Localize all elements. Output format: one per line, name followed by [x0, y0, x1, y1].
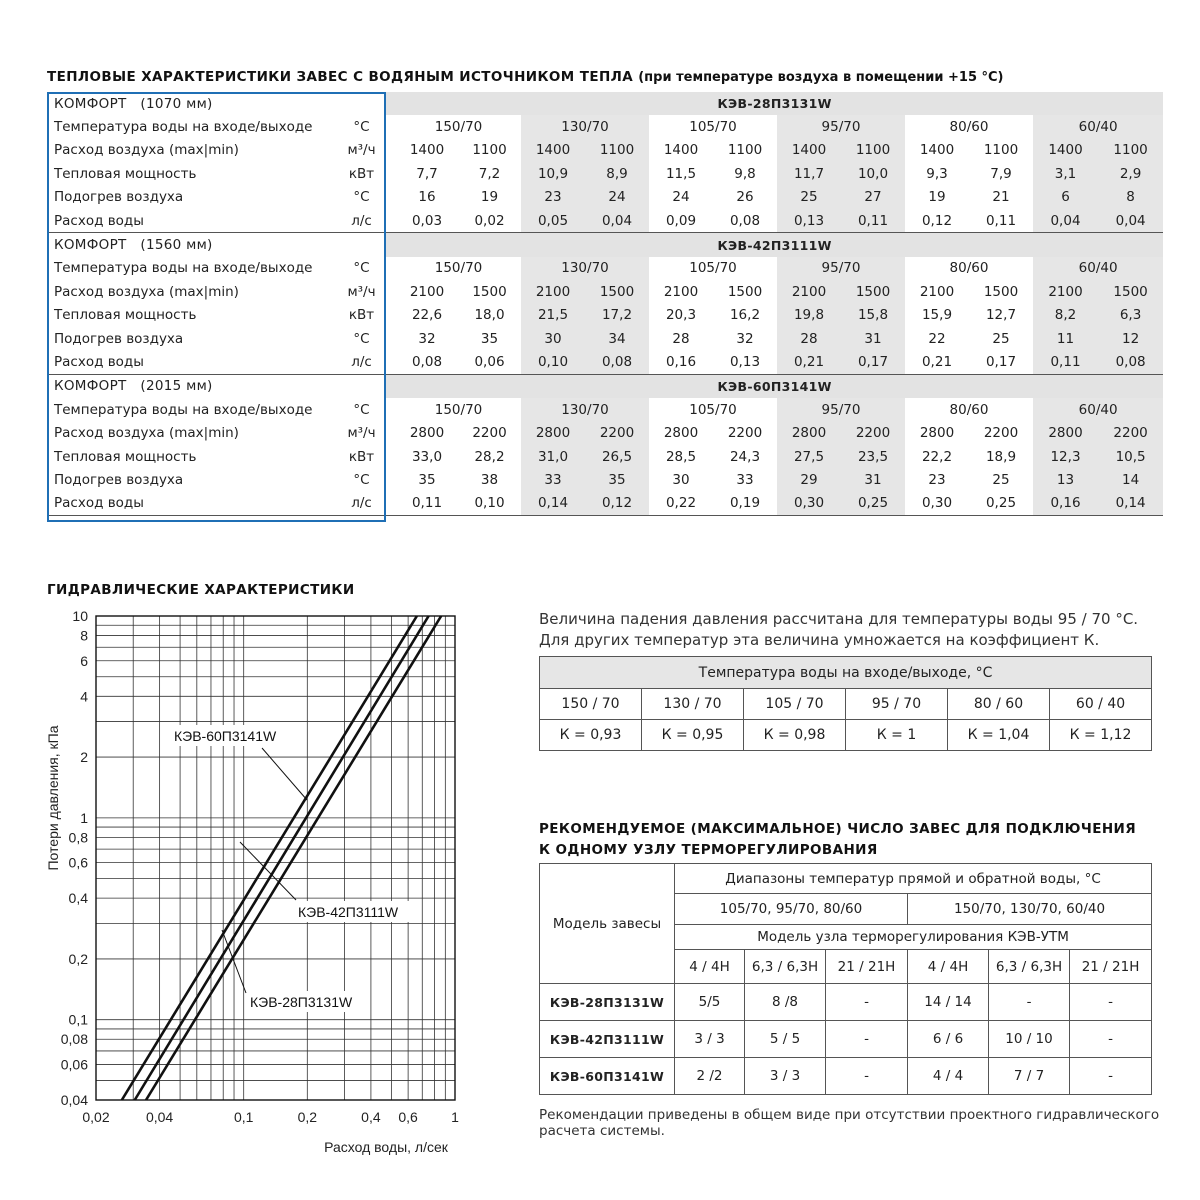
- air-cell: 2800: [663, 425, 699, 442]
- node-model-cell: 21 / 21Н: [826, 950, 908, 984]
- temp-cell: 60/40: [1033, 398, 1163, 421]
- series-label: КЭВ-28П3131W: [250, 994, 353, 1010]
- heat-cell: 19: [480, 189, 499, 206]
- row-unit: м³/ч: [347, 283, 376, 300]
- air-cell: 2100: [521, 280, 585, 303]
- k-temp-cell: 60 / 40: [1050, 689, 1152, 720]
- comfort-length: (1560 мм): [140, 237, 213, 254]
- heat-cell: 24: [672, 189, 690, 206]
- heat-cell: 6: [1033, 186, 1098, 209]
- water-cell: 0,11: [396, 492, 458, 516]
- y-tick-label: 0,6: [68, 854, 88, 871]
- temp-cell: 80/60: [949, 401, 989, 418]
- water-cell: 0,22: [649, 492, 713, 516]
- node-model-cell: 6,3 / 6,3Н: [989, 950, 1070, 984]
- row-label: Тепловая мощность: [54, 448, 197, 465]
- water-cell: 0,16: [1033, 492, 1098, 516]
- water-cell: 0,17: [841, 350, 905, 374]
- k-value-cell: К = 1,12: [1050, 720, 1152, 751]
- row-label: Расход воздуха (max|min): [54, 142, 239, 159]
- power-cell: 12,3: [1033, 445, 1098, 468]
- heat-cell: 35: [480, 330, 499, 347]
- row-label: Тепловая мощность: [54, 165, 197, 182]
- heat-cell: 12: [1098, 327, 1163, 350]
- heat-cell: 23: [521, 186, 585, 209]
- heat-cell: 28: [777, 327, 841, 350]
- air-cell: 2800: [1033, 421, 1098, 444]
- power-cell: 10,0: [841, 162, 905, 185]
- heat-cell: 8: [1098, 186, 1163, 209]
- row-label: Температура воды на входе/выходе: [54, 401, 313, 418]
- water-cell: 0,06: [458, 350, 521, 374]
- temp-cell: 80/60: [949, 119, 989, 136]
- y-tick-label: 6: [80, 652, 88, 669]
- air-cell: 2200: [1098, 421, 1163, 444]
- recommendation-title-line-1: РЕКОМЕНДУЕМОЕ (МАКСИМАЛЬНОЕ) ЧИСЛО ЗАВЕС ДЛЯ ПОДКЛЮЧЕНИЯ: [539, 821, 1137, 837]
- temp-cell: 150/70: [434, 119, 483, 136]
- x-tick-label: 0,2: [297, 1109, 318, 1125]
- heat-cell: 26: [736, 189, 754, 206]
- power-cell: 3,1: [1033, 162, 1098, 185]
- rec-value-cell: 5 / 5: [745, 1021, 826, 1058]
- rec-value-cell: -: [1070, 1058, 1152, 1095]
- temp-cell: 130/70: [521, 257, 649, 280]
- heat-cell: 25: [992, 330, 1010, 347]
- air-cell: 1400: [409, 142, 445, 159]
- temp-cell: 150/70: [434, 260, 483, 277]
- temp-cell: 80/60: [949, 260, 989, 277]
- node-model-cell: 21 / 21Н: [1070, 950, 1152, 984]
- power-cell: 9,8: [734, 165, 756, 182]
- rec-value-cell: 8 /8: [745, 984, 826, 1021]
- water-cell: 0,13: [713, 350, 777, 374]
- water-cell: 0,10: [458, 492, 521, 516]
- temp-cell: 130/70: [521, 398, 649, 421]
- note-line-2: Для других температур эта величина умножается на коэффициент К.: [539, 631, 1100, 649]
- row-unit: л/с: [337, 350, 386, 374]
- air-cell: 2800: [409, 425, 445, 442]
- power-cell: 21,5: [521, 304, 585, 327]
- recommendation-table: [539, 863, 1152, 1095]
- heat-cell: 21: [992, 189, 1010, 206]
- heat-cell: 13: [1033, 468, 1098, 491]
- heat-cell: 27: [841, 186, 905, 209]
- water-cell: 0,14: [521, 492, 585, 516]
- power-cell: 7,9: [990, 165, 1012, 182]
- rec-value-cell: 5/5: [675, 984, 745, 1021]
- k-temp-cell: 80 / 60: [948, 689, 1050, 720]
- power-cell: 27,5: [777, 445, 841, 468]
- air-cell: 1400: [1033, 139, 1098, 162]
- water-cell: 0,10: [521, 350, 585, 374]
- heat-cell: 22: [928, 330, 946, 347]
- y-axis-label: Потери давления, кПа: [45, 725, 61, 871]
- power-cell: 12,7: [985, 307, 1017, 324]
- water-cell: 0,13: [777, 209, 841, 233]
- water-cell: 0,17: [969, 350, 1033, 374]
- water-cell: 0,25: [841, 492, 905, 516]
- water-cell: 0,30: [777, 492, 841, 516]
- row-label: Тепловая мощность: [54, 307, 197, 324]
- temp-cell: 105/70: [689, 119, 737, 136]
- row-label: Расход воды: [47, 209, 337, 233]
- row-unit: °С: [353, 119, 370, 136]
- water-cell: 0,12: [905, 209, 969, 233]
- air-cell: 1500: [472, 283, 507, 300]
- power-cell: 28,5: [665, 448, 697, 465]
- node-model-cell: 4 / 4Н: [908, 950, 989, 984]
- air-cell: 2800: [777, 421, 841, 444]
- series-label: КЭВ-60П3141W: [174, 728, 277, 744]
- air-cell: 1100: [983, 142, 1019, 159]
- heat-cell: 11: [1033, 327, 1098, 350]
- temp-cell: 130/70: [521, 115, 649, 138]
- temp-cell: 150/70: [434, 401, 483, 418]
- comfort-length: (2015 мм): [140, 378, 213, 395]
- y-tick-label: 8: [80, 627, 88, 644]
- series-line: [122, 616, 417, 1100]
- row-unit: м³/ч: [347, 425, 376, 442]
- y-tick-label: 10: [72, 608, 88, 624]
- air-cell: 2200: [841, 421, 905, 444]
- performance-table: [47, 92, 1163, 516]
- recommendation-title: [539, 819, 1136, 861]
- water-cell: 0,11: [1033, 350, 1098, 374]
- heat-cell: 25: [992, 471, 1010, 488]
- rec-value-cell: 2 /2: [675, 1058, 745, 1095]
- series-line: [135, 616, 429, 1100]
- y-tick-label: 1: [80, 809, 88, 826]
- air-cell: 2100: [663, 283, 699, 300]
- range-b: 150/70, 130/70, 60/40: [908, 894, 1152, 925]
- series-label: КЭВ-42П3111W: [298, 904, 399, 920]
- water-cell: 0,09: [649, 209, 713, 233]
- water-cell: 0,08: [585, 350, 649, 374]
- power-cell: 22,6: [411, 307, 443, 324]
- rec-model-cell: КЭВ-42П3111W: [540, 1021, 675, 1058]
- annotation-leader: [262, 748, 307, 800]
- heat-cell: 35: [585, 468, 649, 491]
- air-cell: 2200: [585, 421, 649, 444]
- air-cell: 1500: [1098, 280, 1163, 303]
- water-cell: 0,16: [649, 350, 713, 374]
- temp-cell: 95/70: [777, 115, 905, 138]
- y-tick-label: 4: [80, 688, 88, 705]
- power-cell: 20,3: [665, 307, 697, 324]
- rec-value-cell: 3 / 3: [675, 1021, 745, 1058]
- power-cell: 31,0: [521, 445, 585, 468]
- row-unit: л/с: [337, 492, 386, 516]
- heat-cell: 30: [521, 327, 585, 350]
- temp-cell: 105/70: [689, 401, 737, 418]
- y-tick-label: 0,04: [60, 1092, 88, 1108]
- recommendation-title-line-2: К ОДНОМУ УЗЛУ ТЕРМОРЕГУЛИРОВАНИЯ: [539, 842, 878, 858]
- air-cell: 1100: [472, 142, 507, 159]
- row-unit: м³/ч: [347, 142, 376, 159]
- rec-value-cell: 4 / 4: [908, 1058, 989, 1095]
- k-value-cell: К = 0,95: [642, 720, 744, 751]
- water-cell: 0,11: [969, 209, 1033, 233]
- plot-frame: [96, 616, 455, 1100]
- water-cell: 0,04: [585, 209, 649, 233]
- row-label: Расход воды: [47, 350, 337, 374]
- air-cell: 2100: [777, 280, 841, 303]
- k-value-cell: К = 0,98: [744, 720, 846, 751]
- comfort-label: [47, 92, 386, 115]
- series-line: [146, 616, 441, 1100]
- heat-cell: 28: [672, 330, 690, 347]
- k-table-header: Температура воды на входе/выходе, °С: [540, 657, 1152, 689]
- row-label: Расход воды: [47, 492, 337, 516]
- water-cell: 0,21: [905, 350, 969, 374]
- water-cell: 0,08: [1098, 350, 1163, 374]
- rec-value-cell: -: [1070, 984, 1152, 1021]
- x-tick-label: 1: [451, 1109, 459, 1125]
- heat-cell: 25: [777, 186, 841, 209]
- air-cell: 2200: [472, 425, 507, 442]
- model-name: КЭВ-60П3141W: [386, 374, 1163, 398]
- heat-cell: 29: [777, 468, 841, 491]
- row-label: Подогрев воздуха: [54, 189, 184, 206]
- k-temp-cell: 105 / 70: [744, 689, 846, 720]
- range-header: Диапазоны температур прямой и обратной воды, °С: [675, 864, 1152, 894]
- x-tick-label: 0,1: [233, 1109, 254, 1125]
- rec-value-cell: 10 / 10: [989, 1021, 1070, 1058]
- rec-value-cell: 14 / 14: [908, 984, 989, 1021]
- water-cell: 0,03: [396, 209, 458, 233]
- air-cell: 2200: [983, 425, 1019, 442]
- rec-value-cell: -: [826, 1021, 908, 1058]
- rec-model-cell: КЭВ-60П3141W: [540, 1058, 675, 1095]
- x-tick-label: 0,04: [145, 1109, 174, 1125]
- comfort-name: КОМФОРТ: [54, 237, 127, 254]
- heat-cell: 33: [736, 471, 754, 488]
- rec-value-cell: 3 / 3: [745, 1058, 826, 1095]
- air-cell: 1100: [841, 139, 905, 162]
- k-coefficient-table: [539, 656, 1152, 751]
- comfort-name: КОМФОРТ: [54, 378, 127, 395]
- water-cell: 0,12: [585, 492, 649, 516]
- water-cell: 0,08: [713, 209, 777, 233]
- rec-value-cell: -: [989, 984, 1070, 1021]
- air-cell: 2100: [1033, 280, 1098, 303]
- comfort-name: КОМФОРТ: [54, 95, 127, 112]
- y-tick-label: 0,1: [68, 1011, 88, 1028]
- rec-value-cell: -: [1070, 1021, 1152, 1058]
- air-cell: 1100: [1098, 139, 1163, 162]
- row-unit: °С: [353, 260, 370, 277]
- rec-model-cell: КЭВ-28П3131W: [540, 984, 675, 1021]
- x-tick-label: 0,6: [398, 1109, 418, 1125]
- temp-cell: 95/70: [777, 398, 905, 421]
- water-cell: 0,11: [841, 209, 905, 233]
- air-cell: 2800: [919, 425, 955, 442]
- pressure-note: [539, 609, 1138, 651]
- model-name: КЭВ-42П3111W: [386, 233, 1163, 257]
- row-label: Расход воздуха (max|min): [54, 283, 239, 300]
- model-name: КЭВ-28П3131W: [386, 92, 1163, 115]
- heat-cell: 19: [928, 189, 946, 206]
- y-tick-label: 0,8: [68, 829, 88, 846]
- comfort-label: [47, 233, 386, 257]
- range-a: 105/70, 95/70, 80/60: [675, 894, 908, 925]
- footnote-line-2: расчета системы.: [539, 1123, 665, 1139]
- comfort-length: (1070 мм): [140, 95, 213, 112]
- y-tick-label: 0,4: [68, 890, 88, 907]
- temp-cell: 60/40: [1033, 115, 1163, 138]
- x-tick-label: 0,4: [361, 1109, 381, 1125]
- power-cell: 17,2: [585, 304, 649, 327]
- power-cell: 6,3: [1098, 304, 1163, 327]
- water-cell: 0,08: [396, 350, 458, 374]
- x-tick-label: 0,02: [82, 1109, 110, 1125]
- air-cell: 2100: [409, 283, 445, 300]
- heat-cell: 23: [928, 471, 946, 488]
- node-header: Модель узла терморегулирования КЭВ-УТМ: [675, 925, 1152, 950]
- water-cell: 0,04: [1033, 209, 1098, 233]
- power-cell: 15,9: [921, 307, 953, 324]
- air-cell: 1400: [919, 142, 955, 159]
- row-unit: °С: [353, 401, 370, 418]
- rec-value-cell: -: [826, 1058, 908, 1095]
- power-cell: 22,2: [921, 448, 953, 465]
- heat-cell: 35: [418, 471, 436, 488]
- row-label: Подогрев воздуха: [54, 330, 184, 347]
- power-cell: 15,8: [841, 304, 905, 327]
- heat-cell: 33: [521, 468, 585, 491]
- water-cell: 0,05: [521, 209, 585, 233]
- k-value-cell: К = 1,04: [948, 720, 1050, 751]
- air-cell: 2800: [521, 421, 585, 444]
- power-cell: 28,2: [474, 448, 505, 465]
- k-temp-cell: 95 / 70: [846, 689, 948, 720]
- temp-cell: 95/70: [777, 257, 905, 280]
- air-cell: 1500: [585, 280, 649, 303]
- power-cell: 33,0: [411, 448, 443, 465]
- water-cell: 0,25: [969, 492, 1033, 516]
- model-column-header: Модель завесы: [540, 864, 675, 984]
- power-cell: 26,5: [585, 445, 649, 468]
- heat-cell: 34: [585, 327, 649, 350]
- rec-value-cell: 7 / 7: [989, 1058, 1070, 1095]
- pressure-loss-chart: [0, 600, 520, 1180]
- heat-cell: 31: [841, 468, 905, 491]
- node-model-cell: 6,3 / 6,3Н: [745, 950, 826, 984]
- power-cell: 24,3: [729, 448, 761, 465]
- comfort-label: [47, 374, 386, 398]
- hydraulic-title: ГИДРАВЛИЧЕСКИЕ ХАРАКТЕРИСТИКИ: [47, 582, 355, 598]
- y-tick-label: 0,2: [68, 950, 88, 967]
- power-cell: 9,3: [926, 165, 948, 182]
- heat-cell: 32: [418, 330, 436, 347]
- water-cell: 0,30: [905, 492, 969, 516]
- temp-cell: 60/40: [1033, 257, 1163, 280]
- power-cell: 18,0: [474, 307, 505, 324]
- water-cell: 0,14: [1098, 492, 1163, 516]
- heat-cell: 31: [841, 327, 905, 350]
- row-label: Температура воды на входе/выходе: [54, 260, 313, 277]
- main-subtitle: (при температуре воздуха в помещении +15 °С): [638, 70, 1004, 85]
- temp-cell: 105/70: [689, 260, 737, 277]
- row-unit: л/с: [337, 209, 386, 233]
- water-cell: 0,02: [458, 209, 521, 233]
- power-cell: 10,9: [521, 162, 585, 185]
- air-cell: 2200: [727, 425, 763, 442]
- power-cell: 23,5: [841, 445, 905, 468]
- y-tick-label: 0,08: [60, 1031, 88, 1048]
- air-cell: 1500: [841, 280, 905, 303]
- main-title: [47, 69, 1004, 85]
- power-cell: 8,9: [585, 162, 649, 185]
- k-value-cell: К = 0,93: [540, 720, 642, 751]
- footnote: [539, 1107, 1159, 1139]
- power-cell: 7,7: [416, 165, 438, 182]
- air-cell: 1500: [983, 283, 1019, 300]
- rec-value-cell: 6 / 6: [908, 1021, 989, 1058]
- power-cell: 2,9: [1098, 162, 1163, 185]
- air-cell: 2100: [919, 283, 955, 300]
- air-cell: 1100: [585, 139, 649, 162]
- air-cell: 1400: [663, 142, 699, 159]
- heat-cell: 24: [585, 186, 649, 209]
- power-cell: 7,2: [478, 165, 501, 182]
- footnote-line-1: Рекомендации приведены в общем виде при отсутствии проектного гидравлического: [539, 1107, 1160, 1123]
- power-cell: 16,2: [729, 307, 761, 324]
- air-cell: 1400: [777, 139, 841, 162]
- heat-cell: 16: [418, 189, 436, 206]
- main-title-text: ТЕПЛОВЫЕ ХАРАКТЕРИСТИКИ ЗАВЕС С ВОДЯНЫМ ИСТОЧНИКОМ ТЕПЛА: [47, 69, 634, 85]
- power-cell: 11,7: [777, 162, 841, 185]
- heat-cell: 30: [672, 471, 690, 488]
- row-label: Подогрев воздуха: [54, 471, 184, 488]
- node-model-cell: 4 / 4Н: [675, 950, 745, 984]
- water-cell: 0,21: [777, 350, 841, 374]
- air-cell: 1100: [727, 142, 763, 159]
- k-temp-cell: 150 / 70: [540, 689, 642, 720]
- k-value-cell: К = 1: [846, 720, 948, 751]
- y-tick-label: 2: [80, 749, 88, 766]
- row-label: Расход воздуха (max|min): [54, 425, 239, 442]
- y-tick-label: 0,06: [60, 1056, 88, 1073]
- row-unit: кВт: [348, 307, 375, 324]
- heat-cell: 32: [736, 330, 754, 347]
- power-cell: 11,5: [665, 165, 697, 182]
- row-unit: °С: [353, 189, 370, 206]
- heat-cell: 38: [480, 471, 499, 488]
- air-cell: 1400: [521, 139, 585, 162]
- note-line-1: Величина падения давления рассчитана для температуры воды 95 / 70 °С.: [539, 610, 1139, 628]
- air-cell: 1500: [727, 283, 763, 300]
- power-cell: 10,5: [1098, 445, 1163, 468]
- rec-value-cell: -: [826, 984, 908, 1021]
- k-temp-cell: 130 / 70: [642, 689, 744, 720]
- x-axis-label: Расход воды, л/сек: [324, 1139, 448, 1155]
- row-unit: кВт: [348, 165, 375, 182]
- row-label: Температура воды на входе/выходе: [54, 119, 313, 136]
- row-unit: °С: [353, 471, 370, 488]
- water-cell: 0,19: [713, 492, 777, 516]
- heat-cell: 14: [1098, 468, 1163, 491]
- row-unit: °С: [353, 330, 370, 347]
- row-unit: кВт: [348, 448, 375, 465]
- power-cell: 8,2: [1033, 304, 1098, 327]
- power-cell: 18,9: [985, 448, 1017, 465]
- water-cell: 0,04: [1098, 209, 1163, 233]
- power-cell: 19,8: [777, 304, 841, 327]
